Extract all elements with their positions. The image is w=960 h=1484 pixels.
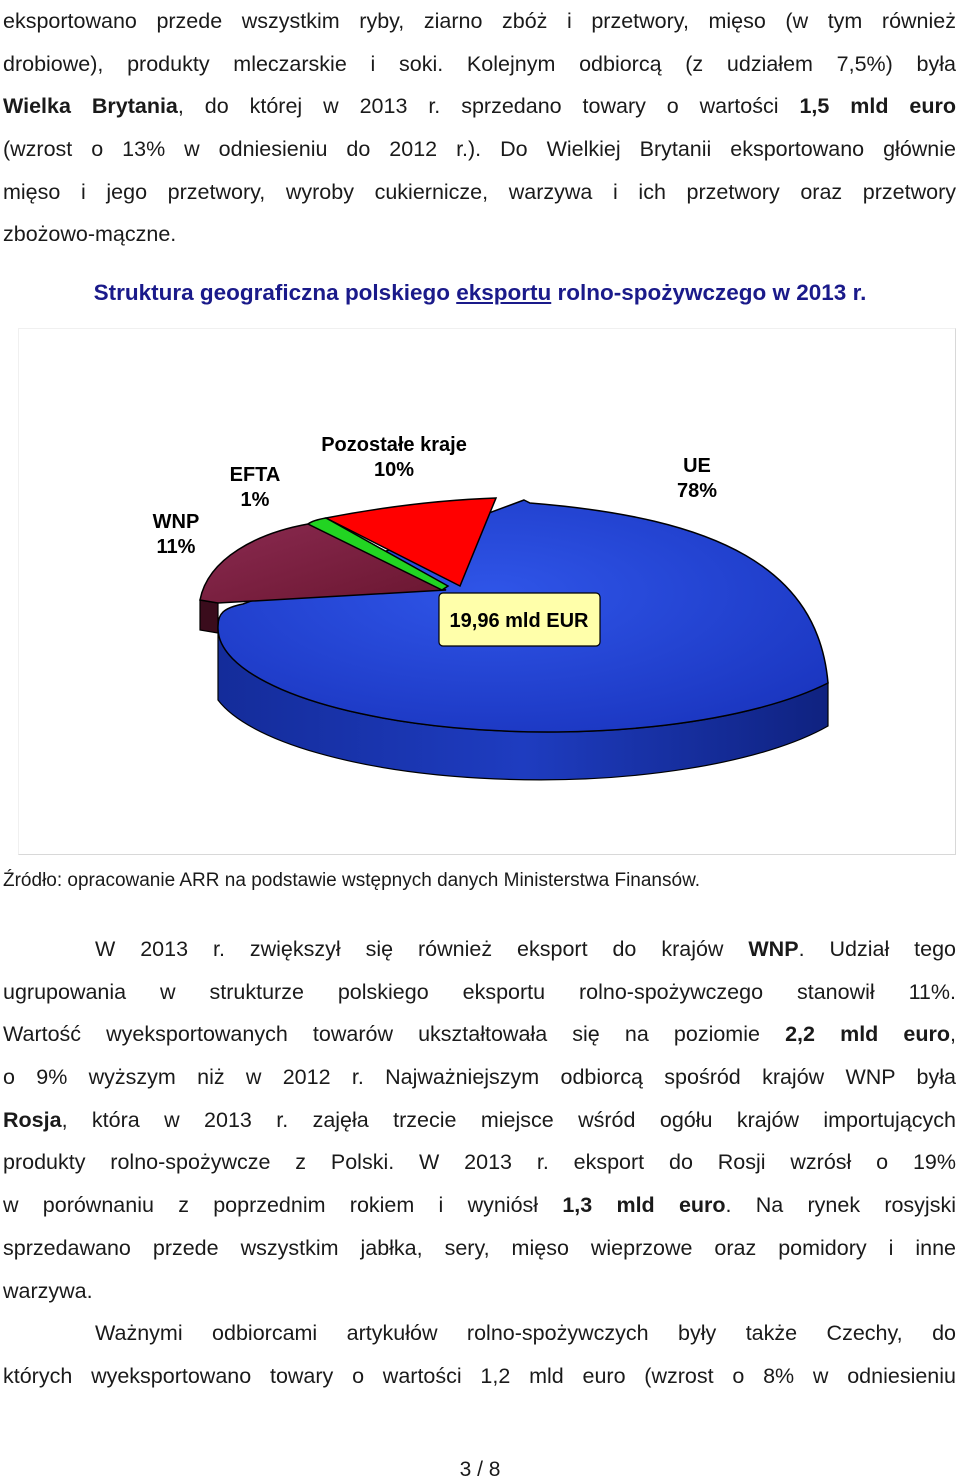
text-line: sprzedawano przede wszystkim jabłka, sery, mięso wieprzowe oraz pomidory i inne [3,1235,956,1260]
bold-text: Wielka Brytania [3,94,178,119]
text-line: warzywa. [3,1278,93,1303]
text-line: produkty rolno-spożywcze z Polski. W 2013 r. eksport do Rosji wzrósł o 19% [3,1150,956,1175]
text-span: , do której w 2013 r. sprzedano towary o wartości [177,94,800,119]
text-span: , która w 2013 r. zajęła trzecie miejsce wśród ogółu krajów importujących [61,1107,956,1132]
text-line: Ważnymi odbiorcami artykułów rolno-spożywczych były także Czechy, do [95,1321,956,1346]
bold-text: Rosja [3,1107,62,1132]
label-wnp-name: WNP [152,511,200,533]
page-number: 3 / 8 [459,1458,501,1481]
text-line: (wzrost o 13% w odniesieniu do 2012 r.). Do Wielkiej Brytanii eksportowano głównie [3,137,956,162]
text-span: W 2013 r. zwiększył się również eksport do krajów [95,937,749,961]
chart-title [0,280,960,306]
bold-text: 2,2 mld euro [785,1022,951,1047]
paragraph-bottom [3,928,956,1398]
bold-text: WNP [748,937,799,961]
text-line: mięso i jego przetwory, wyroby cukiernicze, warzywa i ich przetwory oraz przetwory [3,179,956,204]
chart-title-underlined: eksportu [456,280,552,305]
label-other-name: Pozostałe kraje [321,434,467,456]
total-box [439,593,600,646]
label-efta-name: EFTA [229,464,281,486]
label-ue-value: 78% [676,480,718,502]
text-line: drobiowe), produkty mleczarskie i soki. Kolejnym odbiorcą (z udziałem 7,5%) była [3,51,956,76]
text-line [3,1099,956,1142]
label-wnp-value: 11% [156,536,196,558]
label-other-value: 10% [373,459,415,481]
text-line [3,928,956,971]
source-note: Źródło: opracowanie ARR na podstawie wstępnych danych Ministerstwa Finansów. [3,870,701,891]
text-line: ugrupowania w strukturze polskiego eksportu rolno-spożywczego stanowił 11%. [3,979,956,1004]
total-label: 19,96 mld EUR [449,610,589,632]
slice-wnp-side [200,600,218,633]
text-line [3,85,956,128]
text-line: których wyeksportowano towary o wartości 1,2 mld euro (wzrost o 8% w odniesieniu [3,1363,956,1388]
bold-text: 1,5 mld euro [799,94,956,119]
text-line: zbożowo-mączne. [3,222,177,247]
text-line: o 9% wyższym niż w 2012 r. Najważniejszym odbiorcą spośród krajów WNP była [3,1065,956,1090]
text-span: w porównaniu z poprzednim rokiem i wyniósł [3,1193,563,1218]
chart-title-after: rolno-spożywczego w 2013 r. [551,280,867,305]
text-line: eksportowano przede wszystkim ryby, ziarno zbóż i przetwory, mięso (w tym również [3,9,956,33]
text-span: Wartość wyeksportowanych towarów ukształtowała się na poziomie [3,1022,786,1047]
paragraph-top [3,0,956,256]
label-ue-name: UE [683,455,711,477]
text-span: . Na rynek rosyjski [725,1193,956,1218]
bold-text: 1,3 mld euro [562,1193,726,1218]
chart-title-before: Struktura geograficzna polskiego [93,280,457,305]
text-span: . Udział tego [798,937,956,961]
text-span: , [950,1022,956,1047]
text-line [3,1013,956,1056]
label-efta-value: 1% [240,489,270,511]
pie-chart [18,328,956,855]
text-line [3,1184,956,1227]
